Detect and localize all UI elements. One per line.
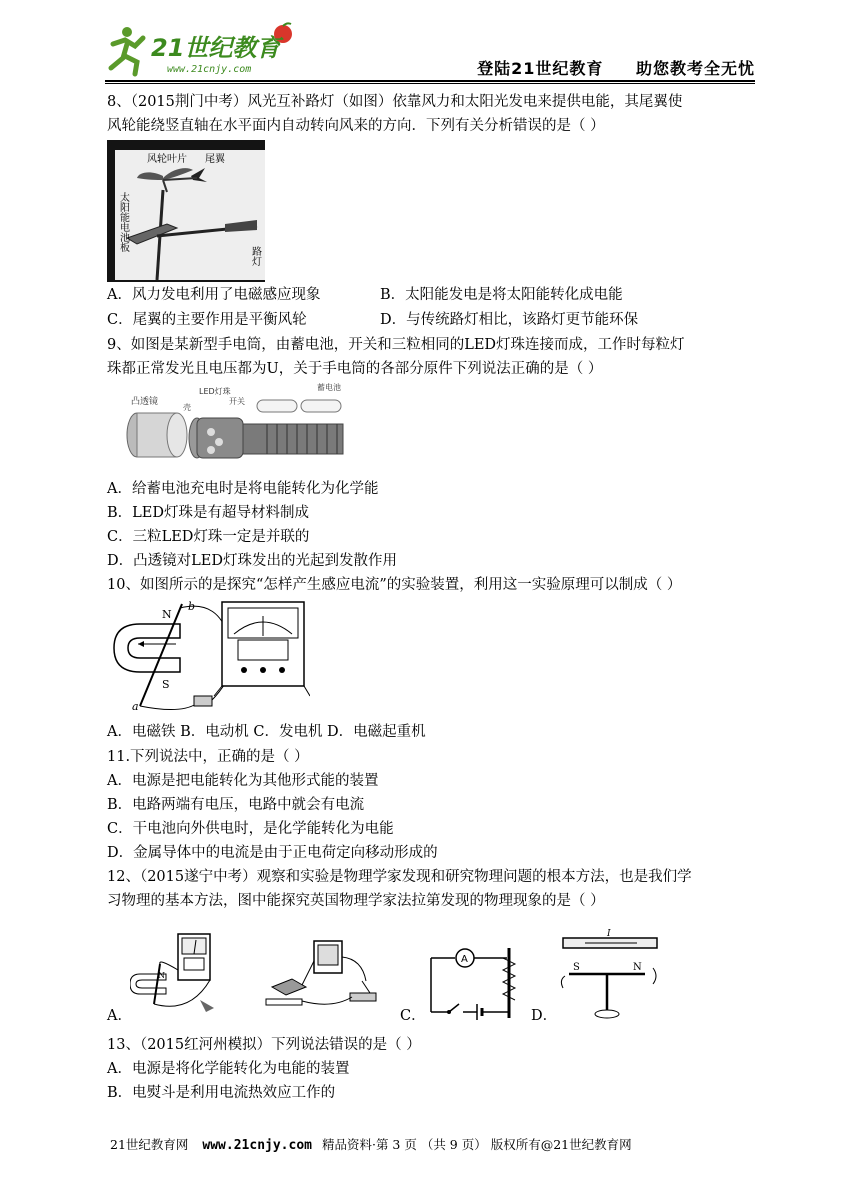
q8-option-b: B．太阳能发电是将太阳能转化成电能: [380, 287, 623, 303]
q11-option-c: C．干电池向外供电时，是化学能转化为电能: [107, 821, 394, 837]
slogan-1: 登陆21世纪教育: [477, 59, 604, 78]
q10-figure-induction-apparatus: [110, 596, 310, 720]
q8-figure-street-lamp: [107, 140, 265, 282]
footer-url: www.21cnjy.com: [202, 1138, 312, 1153]
q8-stem-line2: 风轮能绕竖直轴在水平面内自动转向风来的方向．下列有关分析错误的是（ ）: [107, 118, 605, 134]
q11-option-d: D．金属导体中的电流是由于正电荷定向移动形成的: [107, 845, 438, 861]
q11-option-b: B．电路两端有电压，电路中就会有电流: [107, 797, 365, 813]
label-switch: 开关: [229, 397, 245, 406]
q9-stem-line2: 珠都正常发光且电压都为U，关于手电筒的各部分原件下列说法正确的是（ ）: [107, 361, 603, 377]
q13-option-a: A．电源是将化学能转化为电能的装置: [107, 1061, 350, 1077]
header-slogan: [451, 56, 755, 79]
label-lens: 凸透镜: [131, 397, 159, 407]
label-panel: 太阳能电池板: [117, 192, 129, 252]
q9-figure-flashlight: [117, 380, 357, 470]
q8-option-a: A．风力发电利用了电磁感应现象: [107, 287, 321, 303]
q11-option-a: A．电源是把电能转化为其他形式能的装置: [107, 773, 379, 789]
q9-option-b: B．LED灯珠是有超导材料制成: [107, 505, 309, 521]
q9-option-d: D．凸透镜对LED灯珠发出的光起到发散作用: [107, 553, 397, 569]
label-n: N: [158, 971, 165, 980]
footer-site: 21世纪教育网: [110, 1137, 189, 1152]
q12-stem-line1: 12、（2015遂宁中考）观察和实验是物理学家发现和研究物理问题的根本方法，也是我们学: [107, 869, 692, 885]
label-n: N: [162, 608, 172, 621]
label-battery: 蓄电池: [317, 383, 341, 392]
q12-figure-a-galvanometer: [130, 930, 242, 1022]
label-s: S: [573, 962, 580, 973]
label-s: S: [162, 678, 170, 691]
page-header: [105, 22, 755, 82]
q8-stem-line1: 8、（2015荆门中考）风光互补路灯（如图）依靠风力和太阳光发电来提供电能，其尾翼使: [107, 94, 683, 110]
q12-label-c: C．: [400, 1008, 426, 1024]
label-a: a: [132, 700, 139, 713]
slogan-2: 助您教考全无忧: [635, 59, 755, 78]
q13-stem: 13、（2015红河州模拟）下列说法错误的是（ ）: [107, 1037, 421, 1053]
q10-stem: 10、如图所示的是探究“怎样产生感应电流”的实验装置，利用这一实验原理可以制成（ ）: [107, 577, 682, 593]
q8-option-c: C．尾翼的主要作用是平衡风轮: [107, 312, 307, 328]
running-figure-icon: [111, 27, 143, 74]
q12-figure-d-oersted: [555, 928, 665, 1024]
q12-label-a: A．: [107, 1008, 132, 1024]
q8-option-d: D．与传统路灯相比，该路灯更节能环保: [380, 312, 639, 328]
q12-label-d: D．: [531, 1008, 558, 1024]
label-ammeter: A: [461, 954, 468, 965]
q13-option-b: B．电熨斗是利用电流热效应工作的: [107, 1085, 336, 1101]
q12-stem-line2: 习物理的基本方法，图中能探究英国物理学家法拉第发现的物理现象的是（ ）: [107, 893, 605, 909]
q12-figure-c-electromagnet: [425, 938, 525, 1022]
footer-info: 精品资料·第 3 页 （共 9 页） 版权所有@21世纪教育网: [321, 1137, 632, 1152]
header-divider-thin: [105, 83, 755, 84]
q9-option-c: C．三粒LED灯珠一定是并联的: [107, 529, 310, 545]
q11-stem: 11.下列说法中，正确的是（ ）: [107, 749, 309, 765]
label-n: N: [633, 962, 642, 973]
logo-21cnjy: [105, 22, 305, 80]
logo-text: 21世纪教育: [151, 34, 281, 62]
label-tail: 尾翼: [205, 154, 225, 165]
label-shell: 壳: [183, 403, 191, 412]
label-lamp: 路灯: [249, 246, 261, 266]
q12-figure-b-motor: [262, 935, 382, 1015]
label-b: b: [188, 600, 196, 613]
header-divider: [105, 80, 755, 82]
logo-url: www.21cnjy.com: [167, 64, 252, 75]
label-led: LED灯珠: [199, 387, 231, 396]
q9-option-a: A．给蓄电池充电时是将电能转化为化学能: [107, 481, 379, 497]
q9-stem-line1: 9、如图是某新型手电筒，由蓄电池，开关和三粒相同的LED灯珠连接而成，工作时每粒灯: [107, 337, 685, 353]
page-footer: [110, 1135, 632, 1153]
label-i: I: [607, 929, 611, 939]
label-blade: 风轮叶片: [147, 154, 187, 165]
q10-options: A．电磁铁 B．电动机 C．发电机 D．电磁起重机: [107, 724, 426, 740]
